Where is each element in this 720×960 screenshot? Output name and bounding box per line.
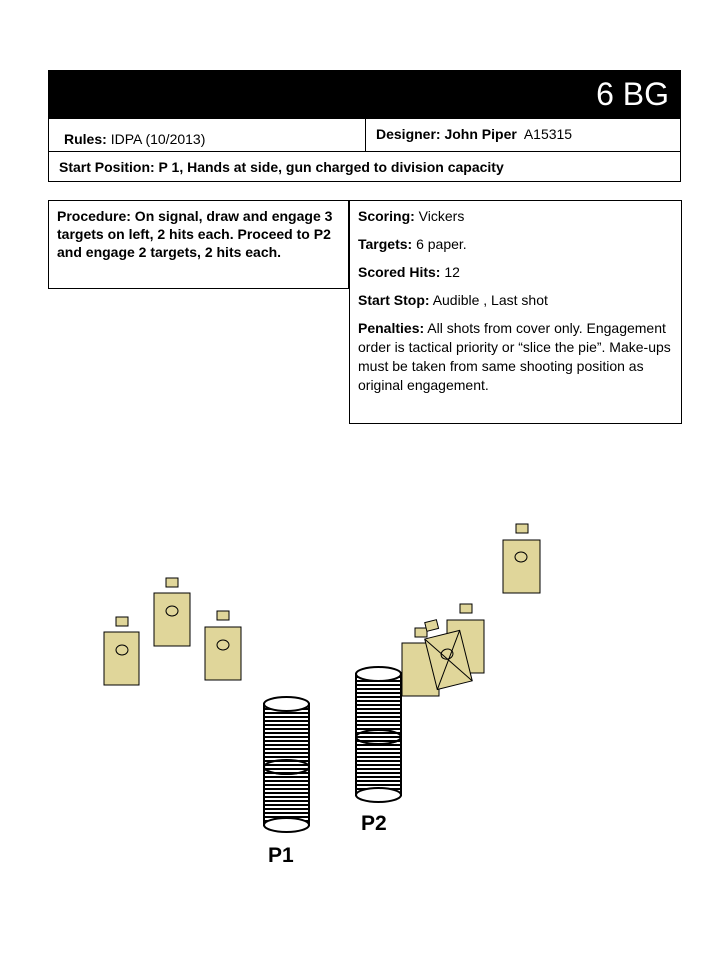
designer-cell bbox=[365, 118, 681, 152]
designer-id: A15315 bbox=[523, 126, 573, 142]
scoring-box bbox=[349, 200, 682, 424]
penalties-line bbox=[358, 319, 673, 395]
rules-value: IDPA (10/2013) bbox=[110, 131, 206, 147]
barrel-stack-p2 bbox=[356, 667, 401, 802]
target-left-3 bbox=[205, 611, 241, 680]
penalties-value: All shots from cover only. Engagement order is tactical priority or “slice the pie”. Make-ups must be taken from same shooting position as original engagement. bbox=[358, 320, 671, 393]
p2-label: P2 bbox=[361, 812, 387, 835]
targets-value: 6 paper. bbox=[416, 236, 467, 252]
scoring-value: Vickers bbox=[418, 208, 465, 224]
rules-cell bbox=[48, 118, 366, 152]
targets-line bbox=[358, 235, 673, 254]
startstop-label: Start Stop: bbox=[358, 292, 430, 308]
startstop-line bbox=[358, 291, 673, 310]
procedure-box bbox=[48, 200, 349, 289]
target-right-far bbox=[503, 524, 540, 593]
designer-label: Designer: John Piper bbox=[376, 126, 517, 142]
stage-title: 6 BG bbox=[596, 76, 669, 112]
penalties-label: Penalties: bbox=[358, 320, 425, 336]
p1-label: P1 bbox=[268, 844, 294, 867]
rules-label: Rules: bbox=[64, 131, 107, 147]
target-left-1 bbox=[104, 617, 139, 685]
title-bar bbox=[48, 70, 681, 119]
stage-diagram bbox=[0, 440, 720, 960]
hits-value: 12 bbox=[444, 264, 460, 280]
start-position-text: Start Position: P 1, Hands at side, gun charged to division capacity bbox=[59, 159, 504, 175]
hits-line bbox=[358, 263, 673, 282]
targets-label: Targets: bbox=[358, 236, 413, 252]
target-left-2 bbox=[154, 578, 190, 646]
procedure-text: Procedure: On signal, draw and engage 3 targets on left, 2 hits each. Proceed to P2 and engage 2 targets, 2 hits each. bbox=[57, 208, 333, 260]
scoring-label: Scoring: bbox=[358, 208, 415, 224]
hits-label: Scored Hits: bbox=[358, 264, 441, 280]
startstop-value: Audible , Last shot bbox=[432, 292, 548, 308]
start-position-cell bbox=[48, 151, 681, 182]
scoring-line bbox=[358, 207, 673, 226]
barrel-stack-p1 bbox=[264, 697, 309, 832]
